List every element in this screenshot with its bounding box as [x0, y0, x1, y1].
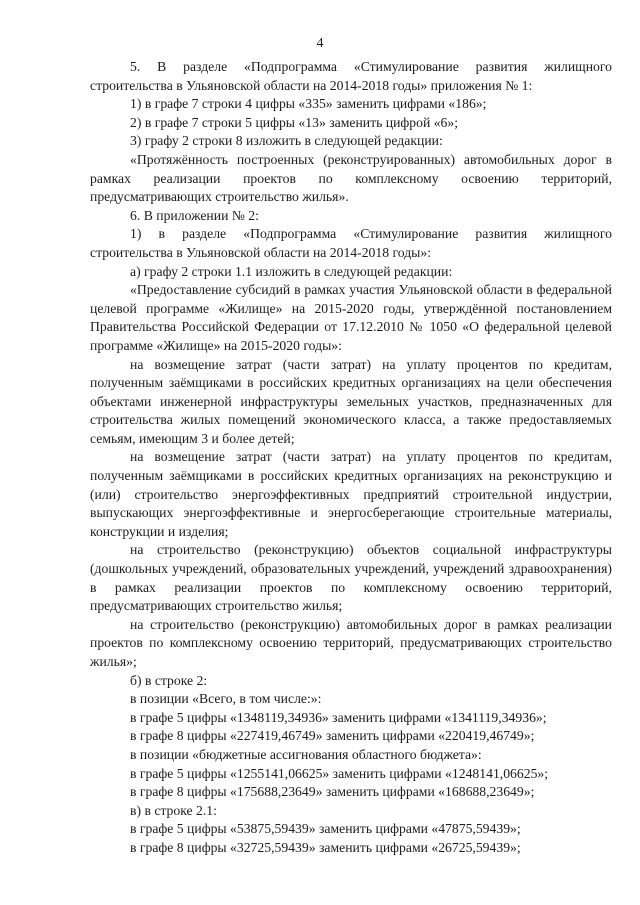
paragraph-column-8-total: в графе 8 цифры «227419,46749» заменить цифрами «220419,46749»; — [130, 728, 535, 744]
paragraph-column-8-row-2-1: в графе 8 цифры «32725,59439» заменить цифрами «26725,59439»; — [130, 839, 521, 855]
paragraph-subsection-1: 1) в разделе «Подпрограмма «Стимулирование развития жилищного строительства в Ульяновской области на 2014-2018 годы»: — [90, 226, 612, 260]
paragraph-item-2: 2) в графе 7 строки 5 цифры «13» заменить цифрой «6»; — [130, 114, 459, 130]
paragraph-quote-subsidies: «Предоставление субсидий в рамках участия Ульяновской области в федеральной целевой программе «Жилище» на 2015-2020 годы, утверждённой постановлением Правительства Российской Федерации от 17.12.2010 № 1050 «О федеральной целевой программе «Жилище» на 2015-2020 годы»: — [90, 282, 612, 353]
document-body — [90, 58, 612, 858]
paragraph-column-8-budget: в графе 8 цифры «175688,23649» заменить цифрами «168688,23649»; — [130, 784, 535, 800]
paragraph-interest-costs: на возмещение затрат (части затрат) на уплату процентов по кредитам, полученным заёмщиками в российских кредитных организациях на цели обеспечения объектами инженерной инфраструктуры земельных участков, предназначенных для строительства жилых помещений экономического класса, а также предоставляемых семьям, имеющим 3 и более детей; — [90, 356, 612, 446]
paragraph-item-b: б) в строке 2: — [130, 672, 208, 688]
paragraph-position-regional-budget: в позиции «бюджетные ассигнования областного бюджета»: — [130, 746, 482, 762]
paragraph-column-5-row-2-1: в графе 5 цифры «53875,59439» заменить цифрами «47875,59439»; — [130, 821, 521, 837]
paragraph-position-total: в позиции «Всего, в том числе:»: — [130, 691, 322, 707]
page-number: 4 — [316, 36, 324, 51]
paragraph-energy-efficient: на возмещение затрат (части затрат) на уплату процентов по кредитам, полученным заёмщиками в российских кредитных организациях на реконструкцию и (или) строительство энергоэффективных предприятий строительной индустрии, выпускающих энергоэффективные и энергосберегающие строительные материалы, конструкции и изделия; — [90, 449, 612, 539]
paragraph-quote-roads: «Протяжённость построенных (реконструированных) автомобильных дорог в рамках реализации проектов по комплексному освоению территорий, предусматривающих строительство жилья». — [90, 151, 612, 205]
paragraph-item-3: 3) графу 2 строки 8 изложить в следующей редакции: — [130, 133, 443, 149]
paragraph-column-5-budget: в графе 5 цифры «1255141,06625» заменить цифрами «1248141,06625»; — [130, 765, 549, 781]
paragraph-item-v: в) в строке 2.1: — [130, 802, 217, 818]
paragraph-section-6: 6. В приложении № 2: — [130, 207, 259, 223]
paragraph-road-construction: на строительство (реконструкцию) автомобильных дорог в рамках реализации проектов по комплексному освоению территорий, предусматривающих строительство жилья»; — [90, 616, 612, 669]
paragraph-column-5-total: в графе 5 цифры «1348119,34936» заменить цифрами «1341119,34936»; — [130, 709, 547, 725]
paragraph-item-a: а) графу 2 строки 1.1 изложить в следующей редакции: — [130, 263, 453, 279]
paragraph-item-1: 1) в графе 7 строки 4 цифры «335» заменить цифрами «186»; — [130, 96, 487, 112]
paragraph-section-5: 5. В разделе «Подпрограмма «Стимулирование развития жилищного строительства в Ульяновской области на 2014-2018 годы» приложения № 1: — [90, 59, 612, 93]
paragraph-social-infrastructure: на строительство (реконструкцию) объектов социальной инфраструктуры (дошкольных учреждений, образовательных учреждений, учреждений здравоохранения) в рамках реализации проектов по комплексному освоению территорий, предусматривающих строительство жилья; — [90, 542, 612, 614]
